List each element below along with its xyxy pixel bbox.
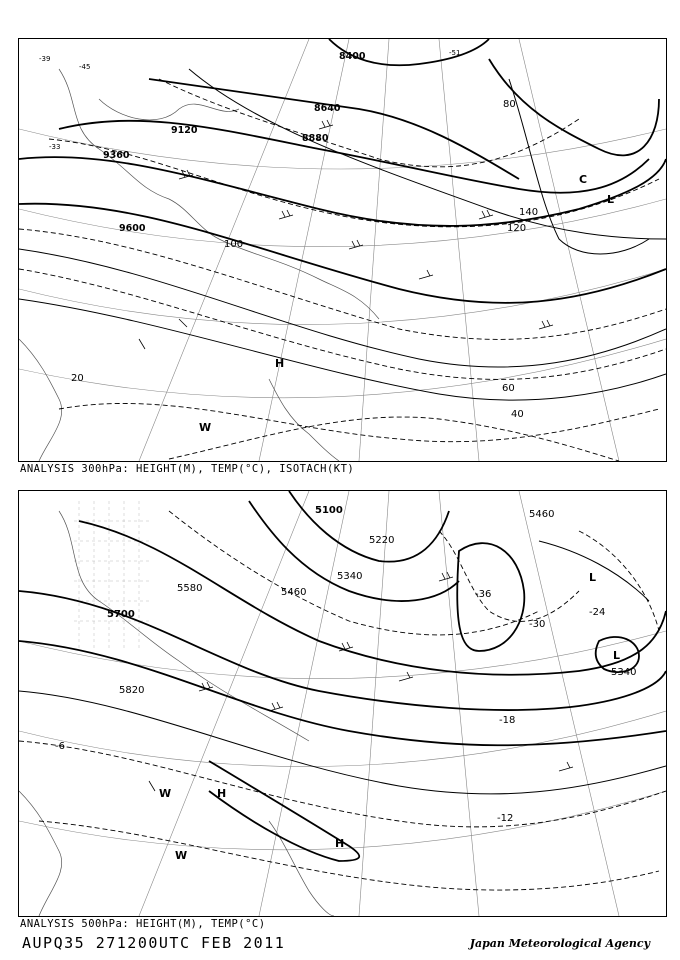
temp-label: -24 xyxy=(589,607,606,618)
height-label: 9600 xyxy=(119,223,146,234)
high-center: H xyxy=(275,357,285,370)
isotherms xyxy=(19,511,666,890)
temp-label: -30 xyxy=(529,619,546,630)
temp-label: -45 xyxy=(79,63,91,71)
wind-barbs xyxy=(149,572,573,791)
height-label: 5820 xyxy=(119,685,145,696)
height-label-group xyxy=(107,505,636,696)
temp-label: -39 xyxy=(39,55,51,63)
temp-label: -18 xyxy=(499,715,516,726)
map-300hpa xyxy=(18,38,667,462)
isotach-label: 140 xyxy=(519,207,539,218)
isotach-label-group xyxy=(71,99,538,420)
temp-label-group xyxy=(55,589,605,824)
caption-300hpa: ANALYSIS 300hPa: HEIGHT(M), TEMP(°C), ISOTACH(KT) xyxy=(20,463,355,475)
high-center: H xyxy=(217,787,227,800)
isotach-label: 80 xyxy=(503,99,516,110)
height-label: 5460 xyxy=(529,509,555,520)
map-500hpa-svg xyxy=(19,491,666,916)
isotach-label: 100 xyxy=(224,239,244,250)
map-300hpa-svg xyxy=(19,39,666,461)
height-label: 5700 xyxy=(107,609,135,620)
isotach-label: 120 xyxy=(507,223,527,234)
isotachs xyxy=(19,69,666,400)
height-label: 5340 xyxy=(337,571,363,582)
chart-identifier: AUPQ35 271200UTC FEB 2011 xyxy=(22,934,286,952)
warm-center: W xyxy=(175,849,188,862)
height-label: 8880 xyxy=(302,133,329,144)
warm-center: W xyxy=(199,421,212,434)
map-500hpa xyxy=(18,490,667,917)
hatched-region xyxy=(74,501,149,651)
height-contours xyxy=(19,39,666,303)
isotach-label: 20 xyxy=(71,373,84,384)
low-center: L xyxy=(607,193,615,206)
height-label-group xyxy=(103,51,366,234)
high-center: H xyxy=(335,837,345,850)
temp-label: -12 xyxy=(497,813,514,824)
low-center: L xyxy=(613,649,621,662)
isotach-label: 60 xyxy=(502,383,515,394)
height-label: 9360 xyxy=(103,150,130,161)
height-label: 8400 xyxy=(339,51,366,62)
height-label: 9120 xyxy=(171,125,198,136)
coastline xyxy=(19,69,379,461)
pressure-centers xyxy=(199,173,614,434)
temp-label: -33 xyxy=(49,143,61,151)
low-center: L xyxy=(589,571,597,584)
warm-center: W xyxy=(159,787,172,800)
height-label: 5100 xyxy=(315,505,343,516)
temp-label: -51 xyxy=(449,49,461,57)
height-contours xyxy=(19,491,666,861)
temp-label: -6 xyxy=(55,741,65,752)
caption-500hpa: ANALYSIS 500hPa: HEIGHT(M), TEMP(°C) xyxy=(20,918,266,930)
cold-center: C xyxy=(579,173,588,186)
height-label: 5340 xyxy=(611,667,637,678)
grid-lines xyxy=(19,491,666,916)
isotherms xyxy=(19,79,666,461)
height-label: 8640 xyxy=(314,103,341,114)
pressure-centers xyxy=(159,571,620,862)
height-label: 5580 xyxy=(177,583,203,594)
isotach-label: 40 xyxy=(511,409,524,420)
height-label: 5460 xyxy=(281,587,307,598)
height-label: 5220 xyxy=(369,535,395,546)
grid-lines xyxy=(19,39,666,461)
agency-name: Japan Meteorological Agency xyxy=(469,937,650,950)
temp-label: -36 xyxy=(475,589,492,600)
